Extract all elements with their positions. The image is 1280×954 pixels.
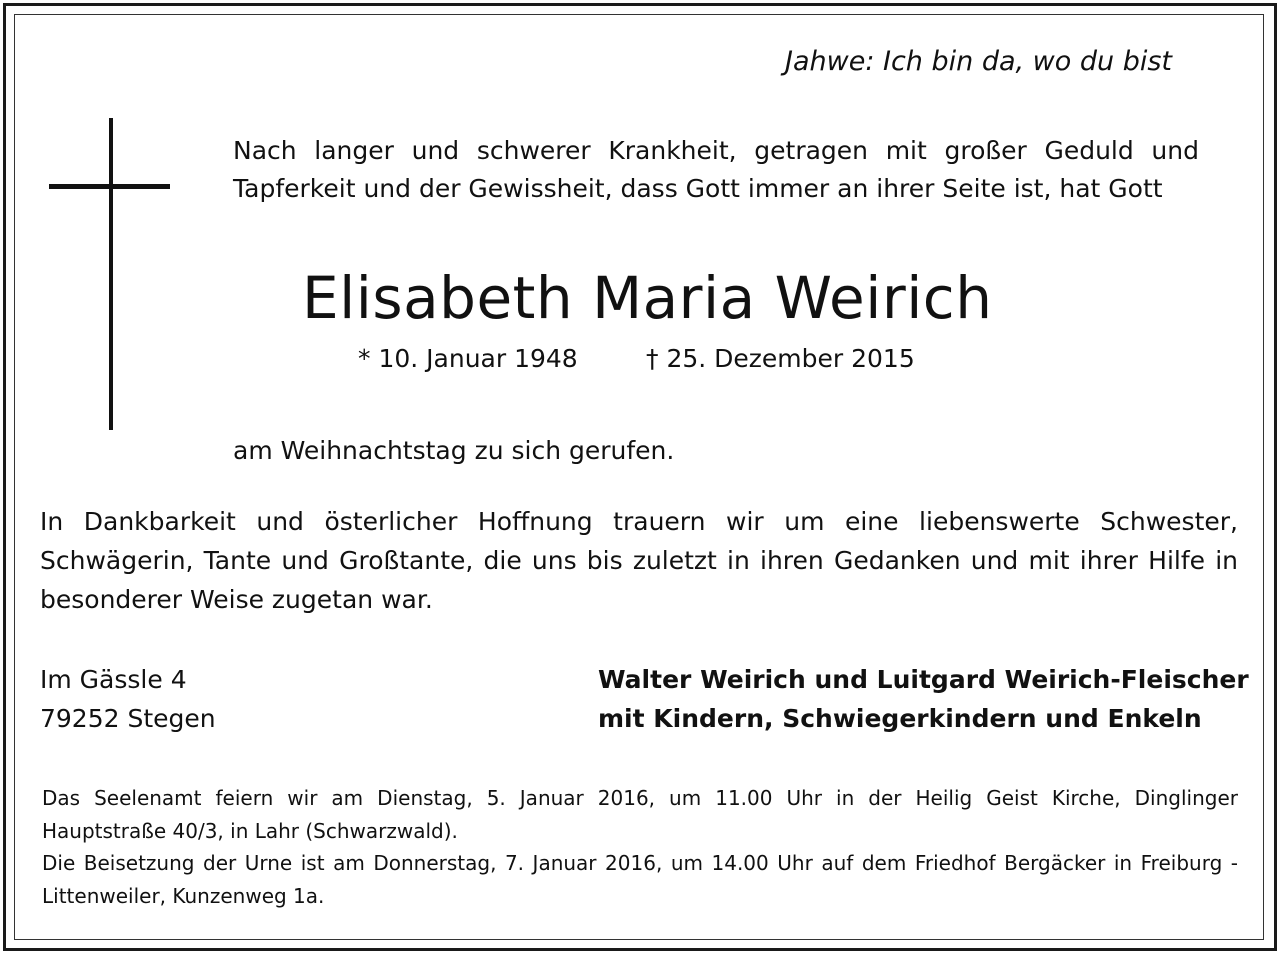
birth-date: * 10. Januar 1948 (358, 344, 578, 373)
family-line-1: Walter Weirich und Luitgard Weirich-Fleischer (598, 665, 1249, 694)
burial-text: Die Beisetzung der Urne ist am Donnerstag, 7. Januar 2016, um 14.00 Uhr auf dem Friedhof Bergäcker in Freiburg - Littenweiler, Kunzenweg 1a. (42, 851, 1238, 908)
address-street: Im Gässle 4 (40, 665, 187, 694)
called-home-text: am Weihnachtstag zu sich gerufen. (233, 436, 675, 465)
service-info (42, 782, 1238, 912)
deceased-name: Elisabeth Maria Weirich (302, 264, 993, 332)
family-block (598, 660, 1249, 738)
family-line-2: mit Kindern, Schwiegerkindern und Enkeln (598, 704, 1202, 733)
address-city: 79252 Stegen (40, 704, 216, 733)
address-block (40, 660, 216, 738)
death-date: † 25. Dezember 2015 (646, 344, 915, 373)
cross-horizontal-bar (49, 184, 170, 189)
intro-text: Nach langer und schwerer Krankheit, getragen mit großer Geduld und Tapferkeit und der Gewissheit, dass Gott immer an ihrer Seite ist, hat Gott (233, 136, 1199, 203)
cross-vertical-bar (109, 118, 113, 430)
motto: Jahwe: Ich bin da, wo du bist (785, 46, 1172, 77)
gratitude-text: In Dankbarkeit und österlicher Hoffnung trauern wir um eine liebenswerte Schwester, Schwägerin, Tante und Großtante, die uns bis zuletzt in ihren Gedanken und mit ihrer Hilfe in besonderer Weise zugetan war. (40, 507, 1238, 614)
requiem-text: Das Seelenamt feiern wir am Dienstag, 5. Januar 2016, um 11.00 Uhr in der Heilig Geist Kirche, Dinglinger Hauptstraße 40/3, in Lahr (Schwarzwald). (42, 786, 1238, 843)
